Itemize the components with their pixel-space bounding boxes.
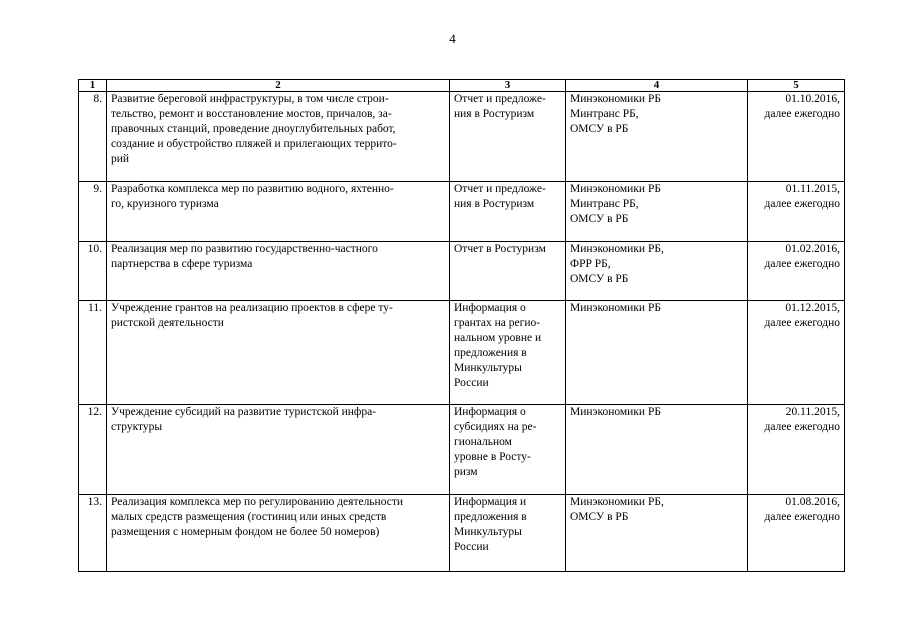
deadline-cell: 01.08.2016, далее ежегодно (748, 495, 845, 572)
result-cell: Информация о грантах на регио- нальном уровне и предложения в Минкультуры России (450, 301, 566, 405)
result-cell: Отчет в Ростуризм (450, 242, 566, 301)
result-cell: Информация о субсидиях на ре- гиональном уровне в Росту- ризм (450, 405, 566, 495)
deadline-cell: 01.12.2015, далее ежегодно (748, 301, 845, 405)
table-row (79, 92, 845, 182)
header-col-5: 5 (748, 80, 845, 92)
measure-cell: Разработка комплекса мер по развитию водного, яхтенно- го, круизного туризма (107, 182, 450, 242)
measure-cell: Реализация комплекса мер по регулированию деятельности малых средств размещения (гостиниц или иных средств размещения с номерным фондом не более 50 номеров) (107, 495, 450, 572)
result-cell: Информация и предложения в Минкультуры России (450, 495, 566, 572)
table-row (79, 301, 845, 405)
executors-cell: Минэкономики РБ Минтранс РБ, ОМСУ в РБ (566, 182, 748, 242)
row-number: 11. (79, 301, 107, 405)
table-row (79, 405, 845, 495)
executors-cell: Минэкономики РБ (566, 405, 748, 495)
row-number: 9. (79, 182, 107, 242)
result-cell: Отчет и предложе- ния в Ростуризм (450, 182, 566, 242)
measure-cell: Учреждение грантов на реализацию проектов в сфере ту- ристской деятельности (107, 301, 450, 405)
executors-cell: Минэкономики РБ, ФРР РБ, ОМСУ в РБ (566, 242, 748, 301)
row-number: 13. (79, 495, 107, 572)
header-col-2: 2 (107, 80, 450, 92)
measure-cell: Реализация мер по развитию государственно-частного партнерства в сфере туризма (107, 242, 450, 301)
table-row (79, 495, 845, 572)
table-row (79, 182, 845, 242)
executors-cell: Минэкономики РБ, ОМСУ в РБ (566, 495, 748, 572)
table-header-row (79, 80, 845, 92)
deadline-cell: 20.11.2015, далее ежегодно (748, 405, 845, 495)
plan-table (78, 79, 845, 572)
header-col-4: 4 (566, 80, 748, 92)
header-col-3: 3 (450, 80, 566, 92)
measure-cell: Учреждение субсидий на развитие туристской инфра- структуры (107, 405, 450, 495)
row-number: 8. (79, 92, 107, 182)
deadline-cell: 01.11.2015, далее ежегодно (748, 182, 845, 242)
row-number: 10. (79, 242, 107, 301)
executors-cell: Минэкономики РБ Минтранс РБ, ОМСУ в РБ (566, 92, 748, 182)
result-cell: Отчет и предложе- ния в Ростуризм (450, 92, 566, 182)
row-number: 12. (79, 405, 107, 495)
table-row (79, 242, 845, 301)
header-col-1: 1 (79, 80, 107, 92)
deadline-cell: 01.10.2016, далее ежегодно (748, 92, 845, 182)
page-number: 4 (449, 31, 456, 46)
deadline-cell: 01.02.2016, далее ежегодно (748, 242, 845, 301)
executors-cell: Минэкономики РБ (566, 301, 748, 405)
measure-cell: Развитие береговой инфраструктуры, в том числе строи- тельство, ремонт и восстановление мостов, причалов, за- правочных станций, проведение дноуглубительных работ, создание и обустройство пляжей и прилегающих террито- рий (107, 92, 450, 182)
